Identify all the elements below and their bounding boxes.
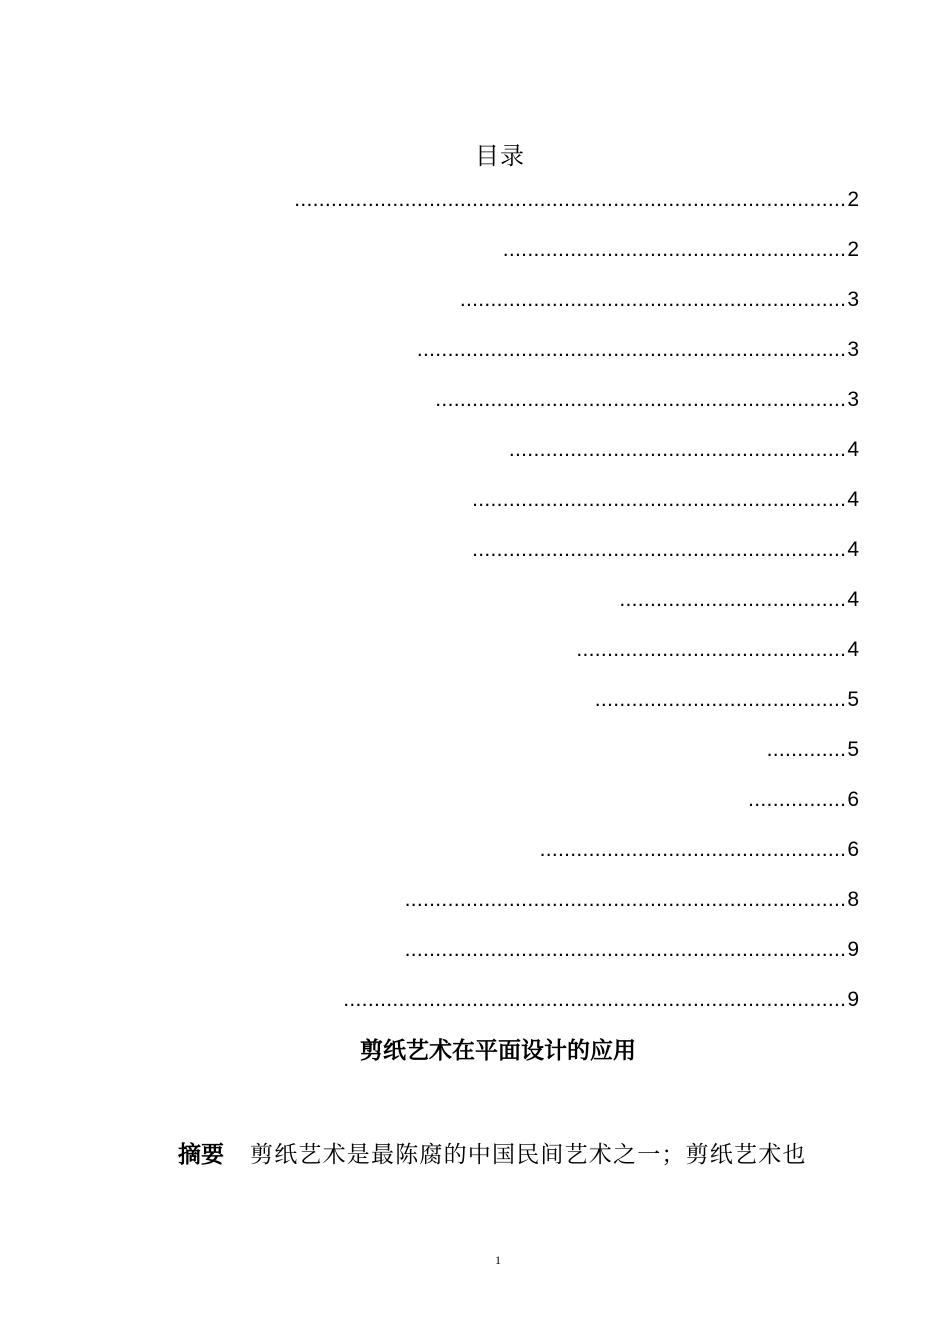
table-of-contents (159, 185, 859, 1035)
toc-page-number: 4 (847, 438, 859, 461)
toc-leader-dots: ....................................................... (508, 438, 847, 461)
toc-entry[interactable] (159, 685, 859, 735)
toc-page-number: 2 (847, 188, 859, 211)
toc-page-number: 6 (847, 838, 859, 861)
toc-page-number: 2 (847, 238, 859, 261)
toc-leader-dots: ............................................................... (459, 288, 847, 311)
toc-leader-dots: ............................................ (576, 638, 847, 661)
abstract-paragraph (178, 1136, 868, 1169)
toc-page-number: 3 (847, 388, 859, 411)
toc-leader-dots: ......................................... (594, 688, 847, 711)
toc-page-number: 4 (847, 638, 859, 661)
toc-leader-dots: ........................................................................ (404, 888, 847, 911)
toc-title: 目录 (475, 142, 525, 170)
toc-page-number: 4 (847, 588, 859, 611)
toc-entry[interactable] (159, 385, 859, 435)
toc-entry[interactable] (159, 485, 859, 535)
toc-page-number: 3 (847, 288, 859, 311)
toc-leader-dots: .......................................................................................... (294, 188, 847, 211)
toc-entry[interactable] (159, 785, 859, 835)
toc-leader-dots: .................................................. (539, 838, 847, 861)
toc-leader-dots: ........................................................ (502, 238, 847, 261)
toc-entry[interactable] (159, 285, 859, 335)
toc-entry[interactable] (159, 835, 859, 885)
toc-entry[interactable] (159, 935, 859, 985)
toc-page-number: 6 (847, 788, 859, 811)
toc-page-number: 5 (847, 738, 859, 761)
toc-leader-dots: ............................................................. (472, 488, 847, 511)
toc-leader-dots: .................................................................................. (343, 988, 847, 1011)
toc-page-number: 4 (847, 538, 859, 561)
toc-leader-dots: ............................................................. (472, 538, 847, 561)
toc-leader-dots: ................ (748, 788, 847, 811)
toc-leader-dots: ............. (766, 738, 847, 761)
toc-page-number: 3 (847, 338, 859, 361)
toc-entry[interactable] (159, 335, 859, 385)
toc-entry[interactable] (159, 585, 859, 635)
toc-page-number: 9 (847, 988, 859, 1011)
page-number: 1 (495, 1253, 501, 1267)
toc-page-number: 4 (847, 488, 859, 511)
toc-entry[interactable] (159, 235, 859, 285)
toc-entry[interactable] (159, 435, 859, 485)
document-title: 剪纸艺术在平面设计的应用 (360, 1038, 636, 1064)
toc-leader-dots: ........................................................................ (404, 938, 847, 961)
toc-entry[interactable] (159, 635, 859, 685)
toc-leader-dots: ..................................... (619, 588, 847, 611)
abstract-text: 剪纸艺术是最陈腐的中国民间艺术之一；剪纸艺术也 (250, 1142, 807, 1168)
toc-entry[interactable] (159, 185, 859, 235)
toc-leader-dots: ................................................................... (435, 388, 847, 411)
abstract-label: 摘要 (178, 1142, 224, 1168)
toc-entry[interactable] (159, 985, 859, 1035)
toc-page-number: 9 (847, 938, 859, 961)
toc-leader-dots: ...................................................................... (416, 338, 847, 361)
toc-entry[interactable] (159, 735, 859, 785)
toc-page-number: 5 (847, 688, 859, 711)
toc-entry[interactable] (159, 535, 859, 585)
toc-entry[interactable] (159, 885, 859, 935)
toc-page-number: 8 (847, 888, 859, 911)
